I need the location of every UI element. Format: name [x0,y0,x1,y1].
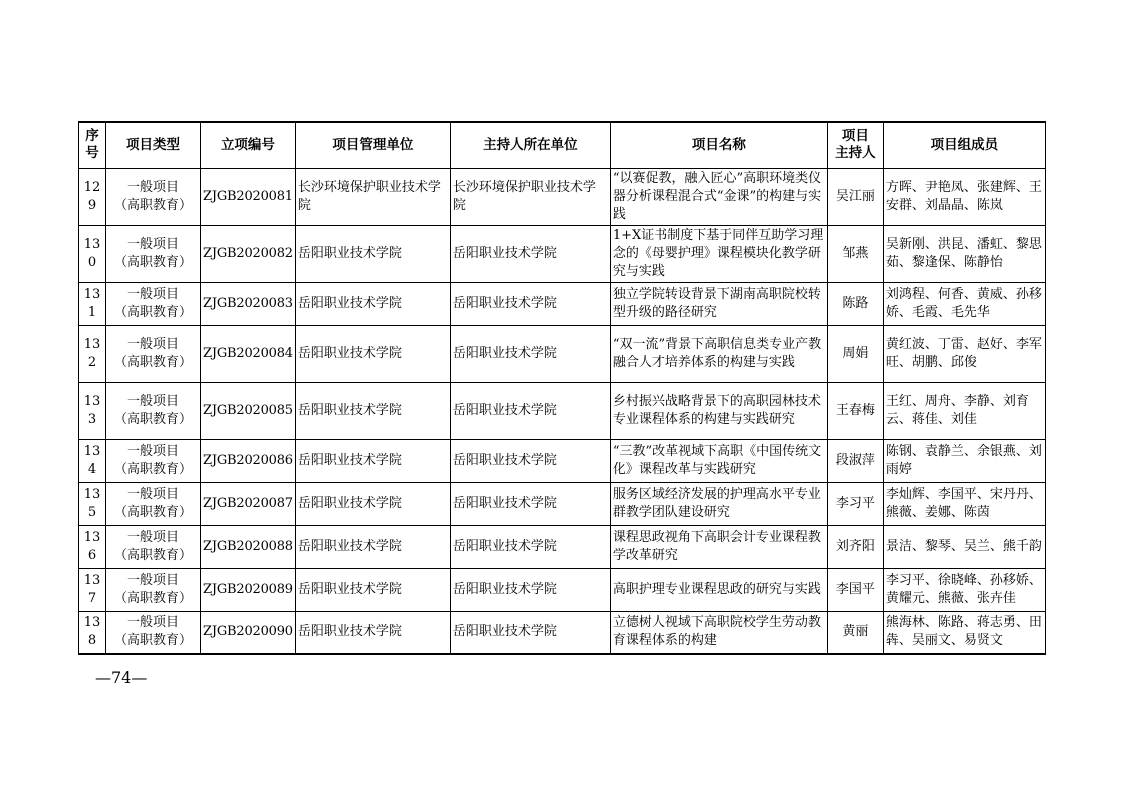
cell-name: 独立学院转设背景下湖南高职院校转型升级的路径研究 [610,282,827,325]
cell-mgmt: 岳阳职业技术学院 [295,225,450,282]
cell-mgmt: 岳阳职业技术学院 [295,482,450,525]
cell-members: 刘鸿程、何香、黄威、孙移娇、毛霞、毛先华 [883,282,1045,325]
cell-seq: 133 [79,382,106,439]
header-host [827,122,883,168]
cell-type-line: 一般项目 [126,486,179,502]
cell-code: ZJGB2020081 [201,168,296,225]
cell-name: 立德树人视域下高职院校学生劳动教育课程体系的构建 [610,611,827,654]
cell-type [106,482,201,525]
table-row [79,482,1046,525]
cell-code: ZJGB2020086 [201,439,296,482]
table-row [79,525,1046,568]
table-row [79,611,1046,654]
cell-type [106,325,201,382]
cell-code: ZJGB2020083 [201,282,296,325]
cell-type [106,282,201,325]
cell-members: 吴新刚、洪昆、潘虹、黎思茹、黎逢保、陈静怡 [883,225,1045,282]
table-row [79,439,1046,482]
cell-type-line: 一般项目 [126,236,179,252]
cell-name: 高职护理专业课程思政的研究与实践 [610,568,827,611]
cell-members: 王红、周舟、李静、刘育云、蒋佳、刘佳 [883,382,1045,439]
cell-host-unit: 岳阳职业技术学院 [450,482,610,525]
table-body [79,168,1046,654]
cell-host: 王春梅 [827,382,883,439]
cell-host-unit: 岳阳职业技术学院 [450,611,610,654]
cell-type-line: （高职教育） [113,504,192,520]
cell-seq: 131 [79,282,106,325]
cell-name: 服务区域经济发展的护理高水平专业群教学团队建设研究 [610,482,827,525]
header-type: 项目类型 [106,122,201,168]
cell-type [106,525,201,568]
cell-host-unit: 岳阳职业技术学院 [450,325,610,382]
cell-type-line: 一般项目 [126,393,179,409]
cell-name: “以赛促教，融入匠心”高职环境类仪器分析课程混合式“金课”的构建与实践 [610,168,827,225]
cell-type-line: 一般项目 [126,615,179,631]
cell-type-line: （高职教育） [113,590,192,606]
cell-mgmt: 岳阳职业技术学院 [295,325,450,382]
table-row [79,568,1046,611]
table-row [79,282,1046,325]
cell-type-line: （高职教育） [113,197,192,213]
cell-type-line: （高职教育） [113,547,192,563]
cell-type-line: （高职教育） [113,304,192,320]
cell-members: 熊海林、陈路、蒋志勇、田犇、吴丽文、易贤文 [883,611,1045,654]
table-row [79,325,1046,382]
header-name: 项目名称 [610,122,827,168]
cell-type-line: （高职教育） [113,254,192,270]
cell-type-line: 一般项目 [126,572,179,588]
cell-host: 段淑萍 [827,439,883,482]
header-seq [79,122,106,168]
header-seq-line2: 号 [85,145,99,162]
header-row [79,122,1046,168]
cell-type-line: （高职教育） [113,354,192,370]
cell-code: ZJGB2020088 [201,525,296,568]
cell-code: ZJGB2020090 [201,611,296,654]
cell-seq: 129 [79,168,106,225]
cell-code: ZJGB2020085 [201,382,296,439]
cell-type [106,168,201,225]
cell-mgmt: 岳阳职业技术学院 [295,611,450,654]
project-table [78,121,1046,655]
cell-seq: 135 [79,482,106,525]
cell-seq: 137 [79,568,106,611]
cell-mgmt: 岳阳职业技术学院 [295,525,450,568]
cell-type [106,225,201,282]
cell-seq: 134 [79,439,106,482]
cell-host: 李习平 [827,482,883,525]
cell-code: ZJGB2020087 [201,482,296,525]
cell-seq: 132 [79,325,106,382]
cell-seq: 138 [79,611,106,654]
cell-type-line: （高职教育） [113,461,192,477]
cell-type-line: 一般项目 [126,336,179,352]
cell-members: 李习平、徐晓峰、孙移娇、黄耀元、熊薇、张卉佳 [883,568,1045,611]
header-members: 项目组成员 [883,122,1045,168]
cell-name: 课程思政视角下高职会计专业课程教学改革研究 [610,525,827,568]
header-host-line2: 主持人 [835,145,876,162]
cell-mgmt: 岳阳职业技术学院 [295,382,450,439]
table-row [79,225,1046,282]
cell-type-line: （高职教育） [113,633,192,649]
cell-host-unit: 岳阳职业技术学院 [450,568,610,611]
header-code: 立项编号 [201,122,296,168]
cell-name: 乡村振兴战略背景下的高职园林技术专业课程体系的构建与实践研究 [610,382,827,439]
cell-mgmt: 长沙环境保护职业技术学院 [295,168,450,225]
cell-members: 李灿辉、李国平、宋丹丹、熊薇、姜娜、陈茵 [883,482,1045,525]
header-host-line1: 项目 [841,128,869,145]
cell-type [106,382,201,439]
cell-type-line: 一般项目 [126,286,179,302]
cell-members: 陈钢、袁静兰、余银燕、刘雨婷 [883,439,1045,482]
cell-code: ZJGB2020089 [201,568,296,611]
cell-host: 邹燕 [827,225,883,282]
header-mgmt: 项目管理单位 [295,122,450,168]
cell-host-unit: 岳阳职业技术学院 [450,382,610,439]
cell-name: “双一流”背景下高职信息类专业产教融合人才培养体系的构建与实践 [610,325,827,382]
cell-mgmt: 岳阳职业技术学院 [295,282,450,325]
cell-members: 景洁、黎琴、吴兰、熊千韵 [883,525,1045,568]
cell-host: 吴江丽 [827,168,883,225]
cell-code: ZJGB2020082 [201,225,296,282]
cell-type-line: （高职教育） [113,411,192,427]
cell-host-unit: 岳阳职业技术学院 [450,439,610,482]
cell-type-line: 一般项目 [126,179,179,195]
cell-host: 李国平 [827,568,883,611]
cell-seq: 136 [79,525,106,568]
cell-host-unit: 长沙环境保护职业技术学院 [450,168,610,225]
header-host-unit: 主持人所在单位 [450,122,610,168]
cell-host-unit: 岳阳职业技术学院 [450,225,610,282]
cell-host: 周娟 [827,325,883,382]
cell-host: 陈路 [827,282,883,325]
cell-host: 黄丽 [827,611,883,654]
cell-host-unit: 岳阳职业技术学院 [450,282,610,325]
cell-mgmt: 岳阳职业技术学院 [295,568,450,611]
cell-seq: 130 [79,225,106,282]
cell-type [106,439,201,482]
cell-type-line: 一般项目 [126,529,179,545]
cell-members: 方晖、尹艳凤、张建辉、王安群、刘晶晶、陈岚 [883,168,1045,225]
cell-members: 黄红波、丁雷、赵好、李军旺、胡鹏、邱俊 [883,325,1045,382]
header-seq-line1: 序 [85,128,99,145]
cell-type-line: 一般项目 [126,443,179,459]
page-number: —74— [95,668,148,687]
cell-mgmt: 岳阳职业技术学院 [295,439,450,482]
table-row [79,382,1046,439]
cell-name: 1+X证书制度下基于同伴互助学习理念的《母婴护理》课程模块化教学研究与实践 [610,225,827,282]
cell-name: “三教”改革视域下高职《中国传统文化》课程改革与实践研究 [610,439,827,482]
cell-host: 刘齐阳 [827,525,883,568]
cell-host-unit: 岳阳职业技术学院 [450,525,610,568]
cell-type [106,568,201,611]
cell-type [106,611,201,654]
table-row [79,168,1046,225]
cell-code: ZJGB2020084 [201,325,296,382]
